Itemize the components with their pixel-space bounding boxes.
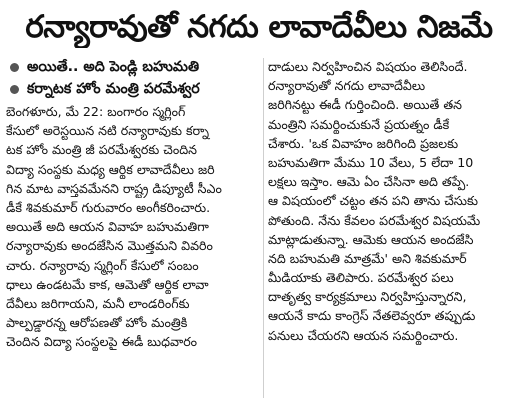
body-line: అయితే అది ఆయన వివాహ బహుమతిగా: [6, 219, 209, 235]
body-line: గిన మాట వాస్తవమేనని రాష్ట్ర డిప్యూటీ సీఎం: [6, 180, 222, 196]
body-line: ఆయనే కాదు కాంగ్రెస్ నేతలెవ్వరూ తప్పుడు: [268, 308, 476, 324]
body-line: జరిగినట్టు ఈడీ గుర్తించింది. అయితే తన: [268, 97, 462, 113]
body-line: రన్యారావుకు అందజేసిన మొత్తమని వివరిం: [6, 238, 213, 254]
body-line: మీడియాకు తెలిపారు. పరమేశ్వర పలు: [268, 270, 454, 286]
body-line: లక్షలు ఇస్తాం. ఆమె ఏం చేసినా అది తప్పే.: [268, 174, 470, 190]
body-line: డీకే శివకుమార్ గురువారం అంగీకరించారు.: [6, 199, 211, 215]
column-divider: [263, 58, 264, 398]
body-line: చెందిన విద్యా సంస్థలపై ఈడీ బుధవారం: [6, 334, 198, 350]
body-line: పనులు చేయరని ఆయన సమర్థించారు.: [268, 327, 459, 343]
left-column-body: [6, 102, 261, 351]
body-line: కేసులో అరెస్టయిన నటి రన్యారావుకు కర్నా: [6, 123, 209, 139]
body-line: రన్యారావుతో నగదు లావాదేవీలు: [268, 78, 426, 94]
body-line: విద్యా సంస్థకు మధ్య ఆర్థిక లావాదేవీలు జరి: [6, 161, 215, 177]
right-column: [268, 57, 514, 407]
body-line: నది బహుమతి మాత్రమే' అని శివకుమార్: [268, 250, 467, 266]
subhead-text: అయితే.. అది పెండ్లి బహుమతి: [27, 59, 200, 75]
body-line: దాడులు నిర్వహించిన విషయం తెలిసిందే.: [268, 59, 468, 74]
subheads: [6, 57, 261, 100]
body-line: టక హోం మంత్రి జీ పరమేశ్వరకు చెందిన: [6, 142, 197, 158]
subhead: [6, 79, 261, 100]
body-line: దాతృత్వ కార్యక్రమాలు నిర్వహిస్తున్నారని,: [268, 289, 467, 305]
body-line: మాట్లాడుతున్నా. ఆమెకు ఆయన అందజేసి: [268, 231, 474, 247]
body-line: దేవీలు జరిగాయని, మనీ లాండరింగ్‌కు: [6, 295, 190, 311]
body-line: పాల్పడ్డారన్న ఆరోపణతో హోం మంత్రికి: [6, 315, 188, 331]
body-line: బహుమతిగా మేము 10 వేలు, 5 లేదా 10: [268, 154, 474, 170]
bullet-icon: [10, 85, 19, 94]
body-line: మంత్రిని సమర్థించుకునే ప్రయత్నం డీకే: [268, 116, 450, 132]
body-line: ఆ విషయంలో చట్టం తన పని తాను చేసుకు: [268, 193, 478, 209]
body-line: బెంగళూరు, మే 22: బంగారం స్మగ్లింగ్: [6, 104, 186, 119]
subhead-text: కర్నాటక హోం మంత్రి పరమేశ్వర: [27, 81, 200, 97]
bullet-icon: [10, 63, 19, 72]
body-line: ధాలు ఉండటమే కాక, ఆమెతో ఆర్థిక లావా: [6, 276, 209, 292]
body-line: చేశారు. 'ఒక వివాహం జరిగింది ప్రజలకు: [268, 135, 459, 151]
body-line: చారు. రన్యారావు స్మగ్లింగ్ కేసులో సంబం: [6, 257, 199, 273]
left-column: [6, 57, 261, 407]
headline: రన్యారావుతో నగదు లావాదేవీలు నిజమే: [25, 9, 493, 45]
subhead: [6, 57, 261, 78]
body-line: పోతుంది. నేను కేవలం పరమేశ్వర విషయమే: [268, 212, 481, 228]
